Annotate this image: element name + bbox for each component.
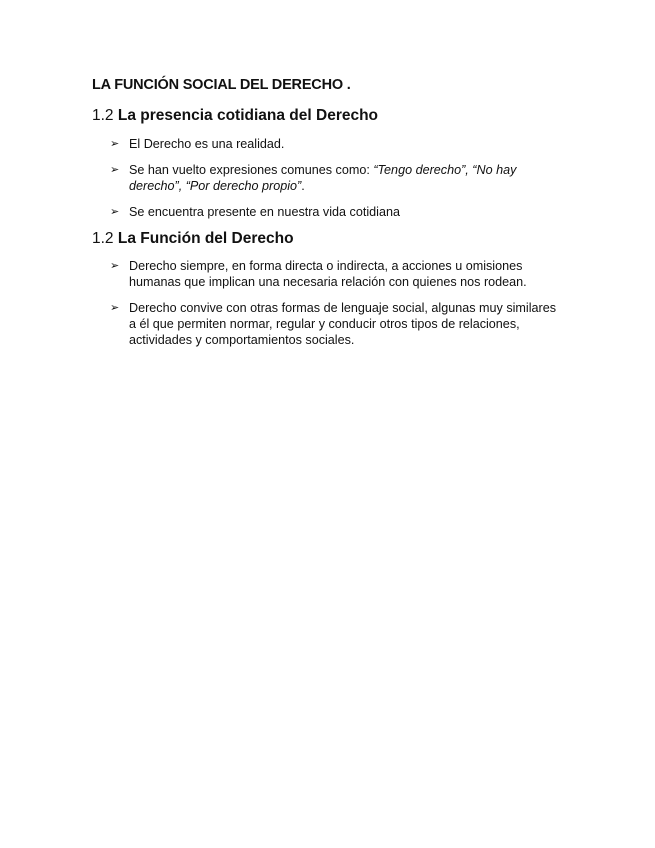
list-item-text: Se encuentra presente en nuestra vida cotidiana bbox=[129, 205, 400, 219]
list-item bbox=[92, 162, 562, 194]
section-number: 1.2 bbox=[92, 107, 114, 124]
arrow-bullet-icon: ➢ bbox=[110, 259, 120, 272]
list-item-suffix: . bbox=[301, 179, 305, 193]
section-number: 1.2 bbox=[92, 230, 114, 247]
bullet-list bbox=[92, 258, 562, 348]
list-item-text: Se han vuelto expresiones comunes como: bbox=[129, 163, 374, 177]
arrow-bullet-icon: ➢ bbox=[110, 137, 120, 150]
document-title: LA FUNCIÓN SOCIAL DEL DERECHO . bbox=[92, 77, 351, 93]
section-title: La presencia cotidiana del Derecho bbox=[117, 107, 379, 124]
list-item bbox=[92, 136, 562, 152]
bullet-list bbox=[92, 136, 562, 220]
list-item-italic-text: “Tengo derecho”, “No hay derecho”, “Por derecho propio” bbox=[129, 163, 517, 193]
list-item-text: Derecho convive con otras formas de lenguaje social, algunas muy similares a él que permiten normar, regular y conducir otros tipos de relaciones, actividades y comportamientos sociales. bbox=[129, 301, 556, 347]
list-item bbox=[92, 258, 562, 290]
list-item bbox=[92, 204, 562, 220]
list-item-text: Derecho siempre, en forma directa o indirecta, a acciones u omisiones humanas que implican una necesaria relación con quienes nos rodean. bbox=[129, 259, 527, 289]
list-item-text: El Derecho es una realidad. bbox=[129, 137, 285, 151]
arrow-bullet-icon: ➢ bbox=[110, 205, 120, 218]
arrow-bullet-icon: ➢ bbox=[110, 301, 120, 314]
section-heading bbox=[92, 229, 562, 249]
list-item bbox=[92, 300, 562, 348]
section-heading bbox=[92, 106, 562, 126]
section-title: La Función del Derecho bbox=[117, 230, 294, 247]
section-funcion-derecho bbox=[92, 229, 562, 348]
section-presencia-cotidiana bbox=[92, 106, 562, 220]
arrow-bullet-icon: ➢ bbox=[110, 163, 120, 176]
